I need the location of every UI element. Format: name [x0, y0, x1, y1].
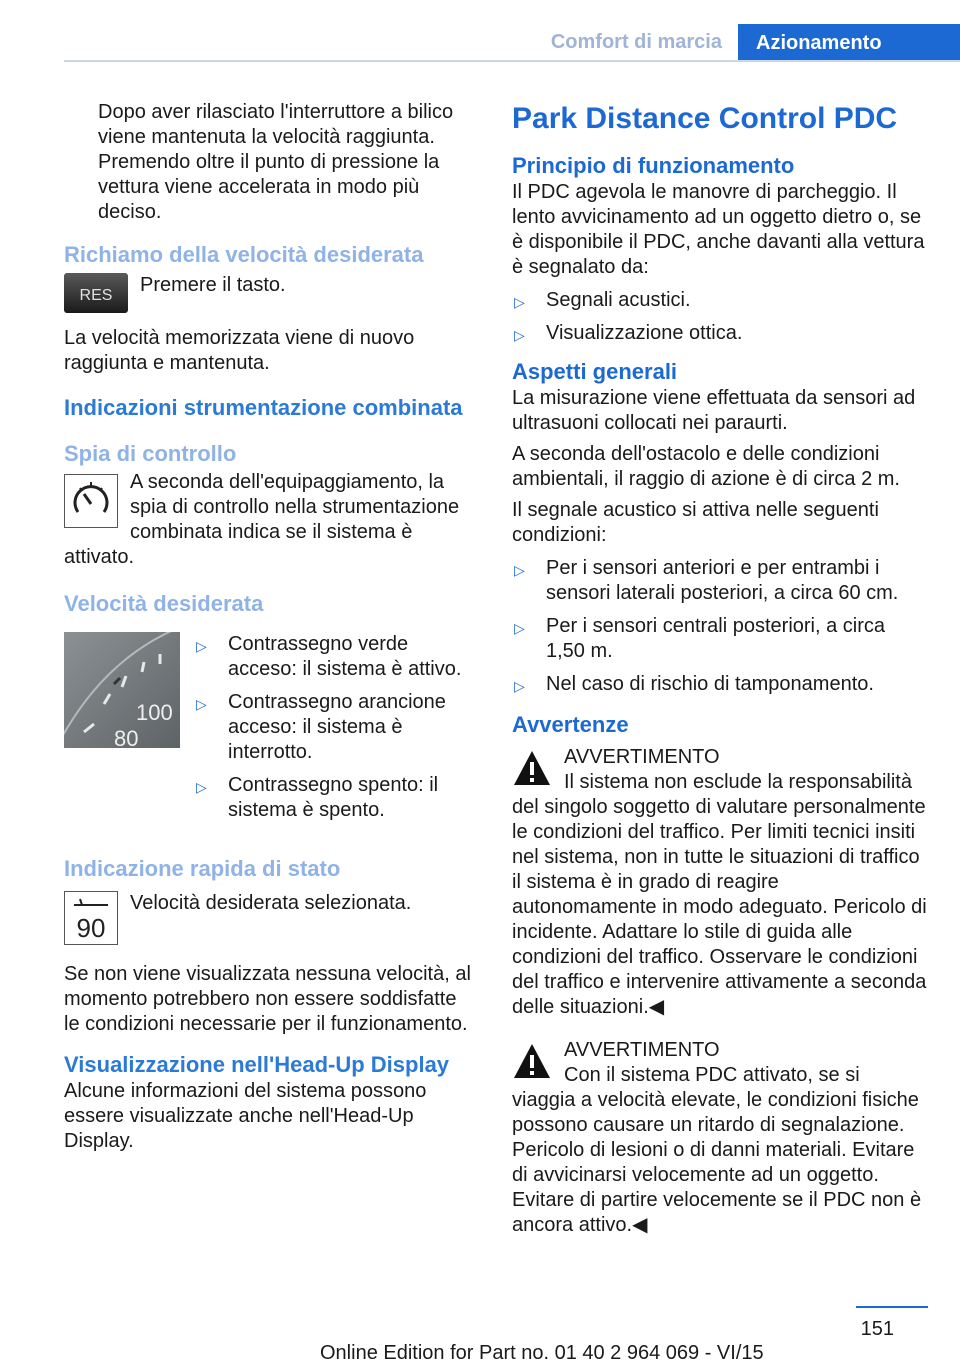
page-header	[64, 24, 960, 62]
bullet-triangle-icon: ▷	[196, 638, 207, 654]
warning-1-text: Il sistema non esclude la responsabilità del singolo soggetto di valutare personalmente le condizioni del traffico. Per limiti tecnici insiti nel sistema, non in tutte le situazioni di traffico il sistema è in grado di reagire autonomamente in modo adeguato. Pericolo di incidente. Adattare lo stile di guida alle condizioni del traffico. Osservare le condizioni del traffico e intervenire attivamente a seconda delle situazioni.◀	[512, 771, 927, 1018]
intro-paragraph: Dopo aver rilasciato l'interruttore a bilico viene mantenuta la velocità raggiunta. Premendo oltre il punto di pressione la vettura viene accelerata in modo più deciso.	[98, 101, 454, 223]
speedometer-scale-image	[64, 632, 180, 753]
list-item: ▷ Contrassegno arancione acceso: il sistema è interrotto.	[196, 691, 446, 763]
speed-icon-value: 90	[76, 913, 106, 943]
pdc-title: Park Distance Control PDC	[512, 102, 898, 135]
res-button-label: RES	[79, 287, 113, 304]
velocita-list	[194, 632, 474, 831]
indicazioni-heading: Indicazioni strumentazione combinata	[64, 395, 463, 420]
rapida-text: Velocità desiderata selezionata.	[130, 892, 412, 914]
velocita-heading: Velocità desiderata	[64, 591, 264, 616]
bullet-triangle-icon: ▷	[514, 678, 525, 694]
edition-text: Online Edition for Part no. 01 40 2 964 069 - VI/15	[320, 1342, 764, 1364]
list-item: ▷ Per i sensori centrali posteriori, a circa 1,50 m.	[514, 615, 886, 662]
bullet-triangle-icon: ▷	[196, 779, 207, 795]
list-item: ▷ Contrassegno verde acceso: il sistema è attivo.	[196, 633, 462, 680]
list-item: ▷ Per i sensori anteriori e per entrambi i sensori laterali posteriori, a circa 60 cm.	[514, 557, 899, 604]
warning-triangle-icon	[512, 1042, 552, 1085]
warning-2-label: AVVERTIMENTO	[564, 1039, 720, 1061]
res-button-icon	[64, 273, 128, 318]
right-column	[512, 100, 928, 1238]
list-item: ▷ Visualizzazione ottica.	[512, 321, 928, 346]
warning-2-text: Con il sistema PDC attivato, se si viaggia a velocità elevate, le condizioni fisiche possono causare un ritardo di segnalazione. Pericolo di lesioni o di danni materiali. Evitare di avvicinarsi velocemente ad un oggetto. Evitare di partire velocemente se il PDC non è ancora attivo.◀	[512, 1064, 922, 1236]
bullet-triangle-icon: ▷	[514, 294, 525, 310]
header-rule	[64, 60, 960, 62]
page-number: 151	[860, 1318, 894, 1340]
left-column	[64, 100, 474, 1154]
principio-text: Il PDC agevola le manovre di parcheggio. Il lento avvicinamento ad un oggetto dietro o, se è disponibile il PDC, anche davanti alla vettura è segnalato da:	[512, 181, 925, 278]
warning-block-2	[512, 1038, 928, 1238]
spia-text: A seconda dell'equipaggiamento, la spia di controllo nella strumentazione combinata indica se il sistema è attivato.	[64, 471, 460, 568]
hud-text: Alcune informazioni del sistema possono essere visualizzate anche nell'Head-Up Display.	[64, 1080, 427, 1152]
principio-list	[512, 288, 928, 346]
speedometer-indicator-icon	[64, 474, 118, 533]
list-item: ▷ Contrassegno spento: il sistema è spento.	[196, 774, 439, 821]
press-text: Premere il tasto.	[140, 274, 286, 296]
warning-triangle-icon	[512, 749, 552, 792]
section-tab[interactable]: Comfort di marcia	[550, 31, 722, 53]
principio-heading: Principio di funzionamento	[512, 153, 795, 178]
list-item: ▷ Segnali acustici.	[512, 288, 928, 313]
chapter-tab[interactable]: Azionamento	[738, 24, 960, 62]
gauge-number-80: 80	[114, 726, 139, 748]
avvertenze-heading: Avvertenze	[512, 712, 629, 737]
aspetti-text-3: Il segnale acustico si attiva nelle seguenti condizioni:	[512, 499, 879, 546]
speed-display-icon	[64, 891, 118, 950]
bullet-triangle-icon: ▷	[514, 562, 525, 578]
warning-block-1	[512, 745, 928, 1020]
memorized-text: La velocità memorizzata viene di nuovo raggiunta e mantenuta.	[64, 327, 415, 374]
aspetti-heading: Aspetti generali	[512, 359, 678, 384]
hud-heading: Visualizzazione nell'Head-Up Display	[64, 1052, 450, 1077]
bullet-triangle-icon: ▷	[514, 620, 525, 636]
warning-1-label: AVVERTIMENTO	[564, 746, 720, 768]
richiamo-heading: Richiamo della velocità desiderata	[64, 242, 424, 267]
nessuna-text: Se non viene visualizzata nessuna velocità, al momento potrebbero non essere soddisfatte le condizioni necessarie per il funzionamento.	[64, 963, 471, 1035]
footer-rule	[856, 1306, 928, 1308]
list-item: ▷ Nel caso di rischio di tamponamento.	[512, 672, 928, 697]
bullet-triangle-icon: ▷	[196, 696, 207, 712]
aspetti-list	[512, 556, 928, 697]
aspetti-text-1: La misurazione viene effettuata da sensori ad ultrasuoni collocati nei paraurti.	[512, 387, 916, 434]
bullet-triangle-icon: ▷	[514, 327, 525, 343]
spia-heading: Spia di controllo	[64, 441, 237, 466]
aspetti-text-2: A seconda dell'ostacolo e delle condizioni ambientali, il raggio di azione è di circa 2 m.	[512, 443, 900, 490]
rapida-heading: Indicazione rapida di stato	[64, 856, 341, 881]
gauge-number-100: 100	[136, 700, 173, 725]
